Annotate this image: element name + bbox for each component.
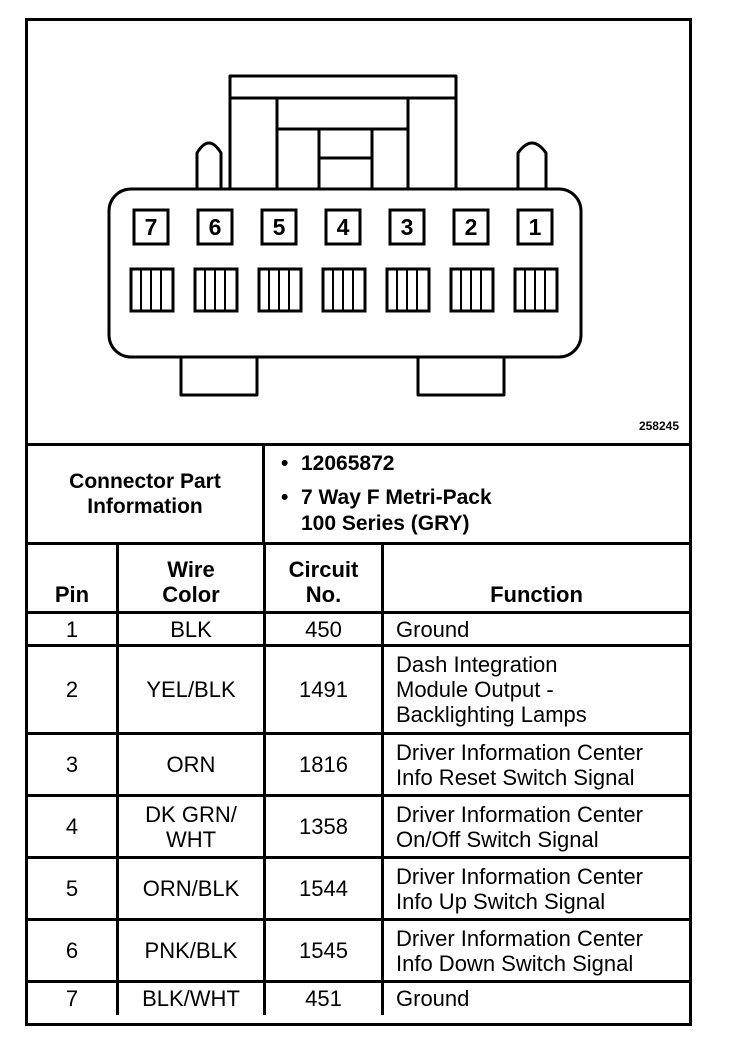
circuit-number: 1358 [265,796,383,858]
pin-row-2 [28,646,689,734]
circuit-number: 451 [265,982,383,1015]
wire-color: DK GRN/ WHT [118,796,265,858]
wire-color: BLK/WHT [118,982,265,1015]
pin-function: Ground [383,982,690,1015]
pin-row-1 [28,613,689,646]
wire-color: ORN [118,734,265,796]
pin-number: 1 [28,613,118,646]
pin-number: 3 [28,734,118,796]
header-wire-color: Wire Color [118,544,265,613]
pin-label-6: 6 [208,214,222,240]
pin-function: Driver Information Center Info Up Switch Signal [383,858,690,920]
pin-label-4: 4 [336,214,350,240]
pin-function: Driver Information Center On/Off Switch Signal [383,796,690,858]
pin-function: Ground [383,613,690,646]
part-number: • 12065872 [281,452,395,475]
pin-label-7: 7 [144,214,158,240]
pin-row-3 [28,734,689,796]
pin-number: 5 [28,858,118,920]
left-foot [181,357,257,395]
pinout-table [28,542,689,1015]
latch-inner-right [372,129,408,189]
pin-label-3: 3 [400,214,414,240]
pin-row-5 [28,858,689,920]
pin-label-2: 2 [464,214,478,240]
pin-row-4 [28,796,689,858]
pin-row-7 [28,982,689,1015]
circuit-number: 1816 [265,734,383,796]
wire-color: PNK/BLK [118,920,265,982]
part-description: • 7 Way F Metri-Pack 100 Series (GRY) [281,486,492,535]
pinout-header-row [28,544,689,613]
connector-part-info [28,443,689,542]
part-info-label: Connector Part Information [28,445,264,543]
latch-top [230,76,456,98]
pin-function: Driver Information Center Info Reset Switch Signal [383,734,690,796]
pin-number: 7 [28,982,118,1015]
pin-label-5: 5 [272,214,286,240]
wire-color: ORN/BLK [118,858,265,920]
right-post [518,143,546,189]
pin-label-1: 1 [528,214,542,240]
circuit-number: 1544 [265,858,383,920]
pin-number: 4 [28,796,118,858]
left-post [197,143,221,189]
right-foot [418,357,504,395]
connector-frame [25,18,692,1026]
circuit-number: 1491 [265,646,383,734]
connector-drawing [28,21,689,443]
header-pin: Pin [28,544,118,613]
latch-body [230,98,456,189]
pin-number: 2 [28,646,118,734]
pin-number: 6 [28,920,118,982]
wire-color: BLK [118,613,265,646]
circuit-number: 450 [265,613,383,646]
pin-function: Driver Information Center Info Down Switch Signal [383,920,690,982]
circuit-number: 1545 [265,920,383,982]
connector-diagram [28,21,689,443]
pin-row-6 [28,920,689,982]
part-info-values [264,445,690,543]
figure-number: 258245 [638,419,679,433]
wire-color: YEL/BLK [118,646,265,734]
pin-function: Dash Integration Module Output - Backlighting Lamps [383,646,690,734]
latch-tab [319,158,372,189]
header-circuit-no: Circuit No. [265,544,383,613]
header-function: Function [383,544,690,613]
